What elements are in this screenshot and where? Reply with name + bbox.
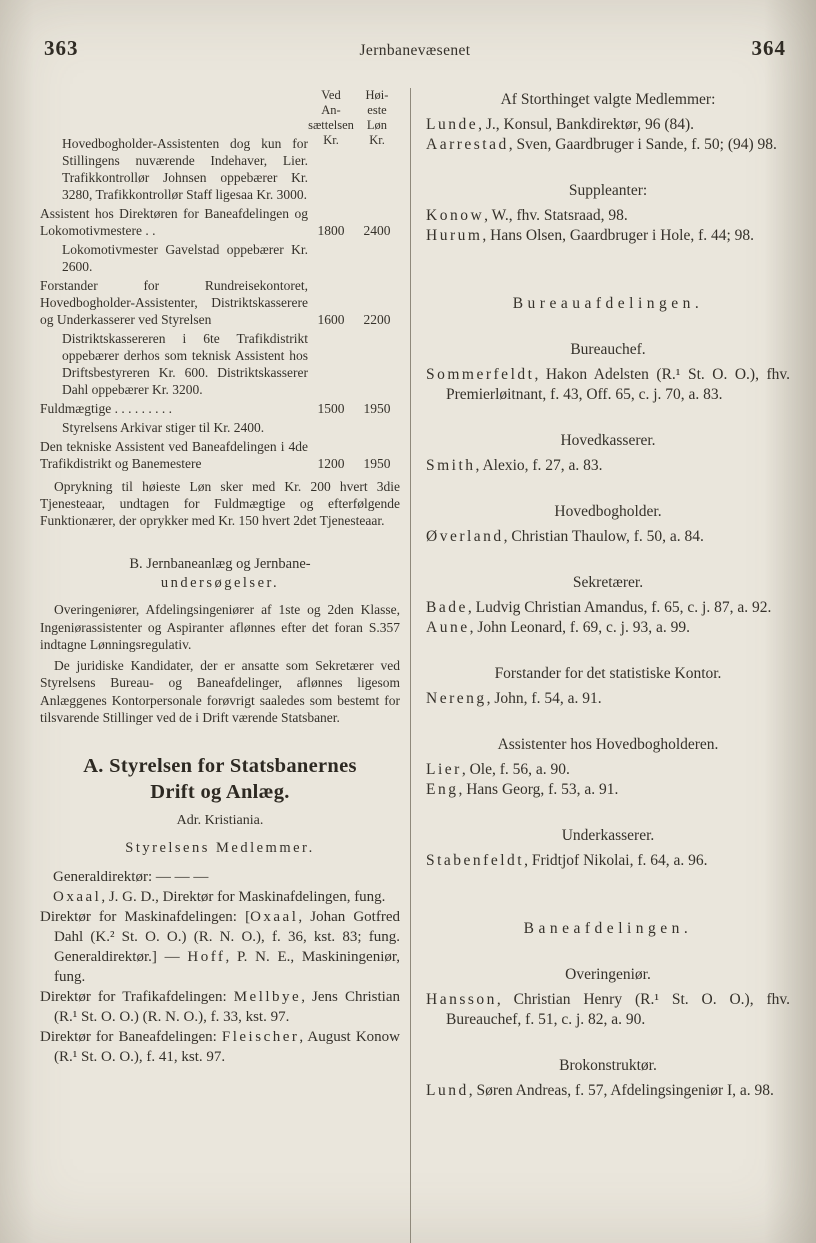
block-text: Hovedkasserer. xyxy=(560,432,656,449)
person-name: Mellbye xyxy=(233,988,302,1005)
entry-text: , Hakon Adelsten (R.¹ St. O. O.), fhv. Premierløitnant, f. 43, Off. 65, c. j. 70, a. 83. xyxy=(446,366,790,403)
header-line: Kr. xyxy=(323,133,339,147)
right-column-block xyxy=(426,90,790,110)
person-name: Eng xyxy=(426,781,459,798)
section-a-heading-line1: A. Styrelsen for Statsbanernes xyxy=(83,754,357,777)
salary-table-row xyxy=(40,241,400,275)
entry-text: , John Leonard, f. 69, c. j. 93, a. 99. xyxy=(469,619,690,636)
paragraph-text: , August Konow (R.¹ St. O. O.), f. 41, kst. 97. xyxy=(54,1028,400,1065)
salary-appointment-value: 1600 xyxy=(317,312,345,327)
page-title: Jernbanevæsenet xyxy=(359,42,471,59)
entry-text: , Christian Thaulow, f. 50, a. 84. xyxy=(503,528,704,545)
entry-text: , Hans Olsen, Gaardbruger i Hole, f. 44; 98. xyxy=(482,227,755,244)
section-b-paragraph-2: De juridiske Kandidater, der er ansatte som Sekretærer ved Styrelsens Bureau- og Baneafdelinger, aflønnes ligesom Anlæggenes Kontorpersonale forøvrigt saaledes som bestemt for tilsvarende Stillinger ved de i Drift værende Statsbaner. xyxy=(40,657,400,725)
paragraph-oxaal xyxy=(40,887,400,907)
salary-row-text: Styrelsens Arkivar stiger til Kr. 2400. xyxy=(62,420,265,435)
salary-row-text: Den tekniske Assistent ved Baneafdelingen i 4de Trafikdistrikt og Banemestere xyxy=(40,439,308,471)
header-line: Ved xyxy=(321,88,341,102)
person-name: Nereng xyxy=(426,690,487,707)
salary-appointment-value: 1800 xyxy=(317,223,345,238)
person-name: Hoff xyxy=(187,948,226,965)
entry-text: , John, f. 54, a. 91. xyxy=(486,690,602,707)
right-column-block xyxy=(426,990,790,1030)
salary-maximum-value: 2200 xyxy=(363,312,391,327)
right-column-block xyxy=(426,115,790,135)
header-line: Høi- xyxy=(365,88,389,102)
salary-row-text: Assistent hos Direktøren for Baneafdelingen og Lokomotivmestere . . xyxy=(40,206,308,238)
right-column-block xyxy=(426,431,790,451)
left-page-number: 363 xyxy=(44,36,79,60)
paragraph-text: , Johan Gotfred Dahl (K.² St. O. O.) (R. N. O.), f. 36, kst. 83; fung. Generaldirektør.] — xyxy=(54,908,400,965)
salary-table-row xyxy=(40,419,400,436)
section-b-heading-line2: undersøgelser. xyxy=(160,575,280,591)
salary-table-rows xyxy=(40,135,400,472)
section-a-heading xyxy=(40,753,400,805)
section-a-heading-line2: Drift og Anlæg. xyxy=(150,780,290,803)
person-name: Hansson xyxy=(426,991,497,1008)
entry-text: , Fridtjof Nikolai, f. 64, a. 96. xyxy=(524,852,708,869)
person-name: Hurum xyxy=(426,227,483,244)
right-column-block xyxy=(426,294,790,314)
salary-row-text: Lokomotivmester Gavelstad oppebærer Kr. 2600. xyxy=(62,242,308,274)
block-text: Brokonstruktør. xyxy=(559,1057,657,1074)
block-text: Hovedbogholder. xyxy=(554,503,662,520)
salary-row-text: Distriktskassereren i 6te Trafikdistrikt oppebærer derhos som teknisk Assistent hos Driftsbestyreren Kr. 600. Distriktskasserer Dahl oppebærer Kr. 3200. xyxy=(62,331,308,397)
person-name: Stabenfeldt xyxy=(426,852,525,869)
right-column-block xyxy=(426,664,790,684)
block-text: Overingeniør. xyxy=(565,966,651,983)
paragraph-maskinafdelingen xyxy=(40,907,400,987)
entry-text: , J., Konsul, Bankdirektør, 96 (84). xyxy=(478,116,695,133)
section-b-heading xyxy=(40,555,400,593)
right-column-block xyxy=(426,965,790,985)
salary-row-text: Hovedbogholder-Assistenten dog kun for Stillingens nuværende Indehaver, Lier. Trafikkontrollør Johnsen oppebærer Kr. 3280, Trafikkontrollør Staff ligesaa Kr. 3000. xyxy=(62,136,308,202)
right-column-block xyxy=(426,573,790,593)
address-line: Adr. Kristiania. xyxy=(176,812,264,828)
person-name: Lund xyxy=(426,1082,469,1099)
salary-maximum-value: 1950 xyxy=(363,401,391,416)
salary-column-header-maximum xyxy=(354,88,400,148)
header-line: sættelsen xyxy=(308,118,354,132)
right-column-block xyxy=(426,226,790,246)
block-text: Sekretærer. xyxy=(572,574,644,591)
paragraph-text: Direktør for Baneafdelingen: xyxy=(40,1028,222,1045)
salary-table-row xyxy=(40,400,400,417)
salary-appointment-value: 1500 xyxy=(317,401,345,416)
person-name: Konow xyxy=(426,207,485,224)
right-column-block xyxy=(426,1056,790,1076)
block-text: Baneafdelingen. xyxy=(523,920,693,937)
right-column-block xyxy=(426,527,790,547)
right-column-block xyxy=(426,760,790,780)
block-text: Suppleanter: xyxy=(568,182,648,199)
right-column-block xyxy=(426,340,790,360)
paragraph-trafikafdelingen xyxy=(40,987,400,1027)
page-header xyxy=(44,36,786,61)
block-text: Af Storthinget valgte Medlemmer: xyxy=(500,91,716,108)
person-name: Oxaal xyxy=(53,888,102,905)
two-column-layout xyxy=(40,88,790,1243)
salary-table xyxy=(40,88,400,529)
right-column-block xyxy=(426,618,790,638)
entry-text: , Sven, Gaardbruger i Sande, f. 50; (94) 98. xyxy=(508,136,777,153)
entry-text: , Ludvig Christian Amandus, f. 65, c. j. 87, a. 92. xyxy=(467,599,772,616)
block-text: Forstander for det statistiske Kontor. xyxy=(494,665,722,682)
header-line: este xyxy=(367,103,387,117)
person-name: Øverland xyxy=(426,528,504,545)
person-name: Lier xyxy=(426,761,462,778)
paragraph-text: Direktør for Maskinafdelingen: [ xyxy=(40,908,251,925)
right-column-block xyxy=(426,135,790,155)
salary-table-row xyxy=(40,205,400,239)
paragraph-baneafdelingen xyxy=(40,1027,400,1067)
paragraph-text: , Jens Christian (R.¹ St. O. O.) (R. N. O.), f. 33, kst. 97. xyxy=(54,988,400,1025)
right-column-block xyxy=(426,206,790,226)
entry-text: , Christian Henry (R.¹ St. O. O.), fhv. Bureauchef, f. 51, c. j. 82, a. 90. xyxy=(446,991,790,1028)
entry-text: , Ole, f. 56, a. 90. xyxy=(461,761,570,778)
person-name: Lunde xyxy=(426,116,479,133)
header-line: Løn xyxy=(366,118,388,132)
salary-table-row xyxy=(40,277,400,328)
right-column-block xyxy=(426,181,790,201)
block-text: Underkasserer. xyxy=(561,827,655,844)
salary-maximum-value: 1950 xyxy=(363,456,391,471)
salary-row-text: Forstander for Rundreisekontoret, Hovedbogholder-Assistenter, Distriktskasserere og Underkasserer ved Styrelsen xyxy=(40,278,308,327)
entry-text: , Hans Georg, f. 53, a. 91. xyxy=(458,781,619,798)
right-column-block xyxy=(426,456,790,476)
right-column-block xyxy=(426,919,790,939)
block-text: Bureauchef. xyxy=(570,341,646,358)
right-column-block xyxy=(426,735,790,755)
right-column-block xyxy=(426,780,790,800)
salary-appointment-value: 1200 xyxy=(317,456,345,471)
header-line: Kr. xyxy=(369,133,385,147)
salary-maximum-value: 2400 xyxy=(363,223,391,238)
entry-text: , Alexio, f. 27, a. 83. xyxy=(475,457,603,474)
person-name: Oxaal xyxy=(250,908,299,925)
person-name: Fleischer xyxy=(221,1028,300,1045)
paragraph-text: , J. G. D., Direktør for Maskinafdelingen, fung. xyxy=(101,888,386,905)
right-column-block xyxy=(426,1081,790,1101)
salary-footnote: Oprykning til høieste Løn sker med Kr. 200 hvert 3die Tjenesteaar, undtagen for Fuldmægtige og efterfølgende Funktionærer, der oprykker med Kr. 150 hvert 2det Tjenesteaar. xyxy=(40,479,400,528)
right-column-block xyxy=(426,365,790,405)
members-subheading: Styrelsens Medlemmer. xyxy=(125,839,315,856)
right-column-block xyxy=(426,502,790,522)
salary-table-row xyxy=(40,330,400,398)
salary-row-text: Fuldmægtige . . . . . . . . . xyxy=(40,401,173,416)
person-name: Bade xyxy=(426,599,468,616)
salary-table-row xyxy=(40,438,400,472)
right-column-block xyxy=(426,851,790,871)
right-column-block xyxy=(426,689,790,709)
section-b xyxy=(40,555,400,727)
block-text: Assistenter hos Hovedbogholderen. xyxy=(497,736,719,753)
section-b-paragraph-1: Overingeniører, Afdelingsingeniører af 1ste og 2den Klasse, Ingeniørassistenter og Aspiranter aflønnes efter det foran S.357 indtagne Lønningsregulativ. xyxy=(40,602,400,652)
left-column xyxy=(40,88,400,1243)
right-column-block xyxy=(426,598,790,618)
entry-text: , Søren Andreas, f. 57, Afdelingsingeniør I, a. 98. xyxy=(468,1082,774,1099)
person-name: Aune xyxy=(426,619,470,636)
paragraph-text: , P. N. E., Maskiningeniør, fung. xyxy=(54,948,400,985)
paragraph-text: Direktør for Trafikafdelingen: xyxy=(40,988,234,1005)
person-name: Sommerfeldt xyxy=(426,366,535,383)
section-a xyxy=(40,753,400,1067)
right-column xyxy=(411,88,790,1243)
paragraph-generaldirektor: Generaldirektør: — — — xyxy=(53,868,209,885)
person-name: Smith xyxy=(426,457,476,474)
block-text: Bureauafdelingen. xyxy=(512,295,704,312)
right-page-number: 364 xyxy=(751,36,786,60)
entry-text: , W., fhv. Statsraad, 98. xyxy=(484,207,628,224)
section-b-heading-line1: B. Jernbaneanlæg og Jernbane- xyxy=(129,556,311,572)
right-column-block xyxy=(426,826,790,846)
header-line: An- xyxy=(321,103,341,117)
person-name: Aarrestad xyxy=(426,136,509,153)
